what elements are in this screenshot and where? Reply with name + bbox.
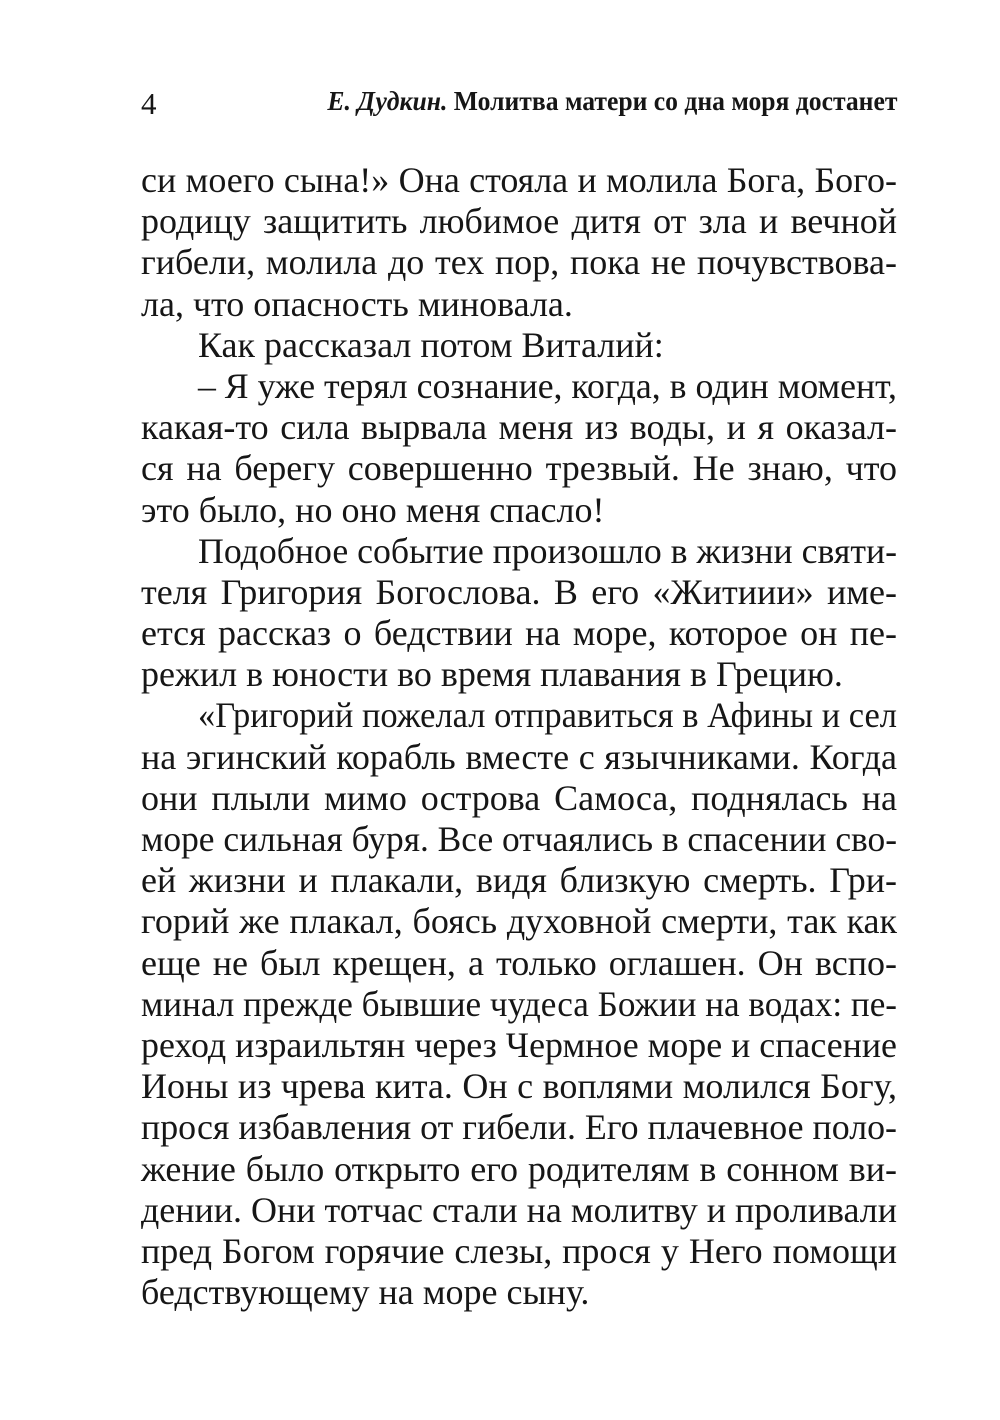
text-line-content: еще не был крещен, а только оглашен. Он вспо- bbox=[141, 942, 897, 983]
text-line-content: ется рассказ о бедствии на море, которое он пе- bbox=[141, 613, 897, 654]
text-line-content: бедствующему на море сыну. bbox=[141, 1272, 590, 1313]
text-line-content: гибели, молила до тех пор, пока не почувствова- bbox=[141, 242, 897, 283]
text-line-content: на эгинский корабль вместе с язычниками. Когда bbox=[141, 736, 897, 777]
text-line bbox=[141, 325, 897, 366]
text-line bbox=[141, 1149, 897, 1190]
text-line bbox=[141, 778, 897, 819]
paragraph bbox=[141, 160, 897, 325]
text-line-content: это было, но оно меня спасло! bbox=[141, 489, 605, 530]
text-line-content: теля Григория Богослова. В его «Житиии» име- bbox=[141, 571, 897, 612]
text-line bbox=[141, 160, 897, 201]
text-line bbox=[141, 242, 897, 283]
text-line-content: они плыли мимо острова Самоса, поднялась на bbox=[141, 777, 897, 818]
text-line-content: родицу защитить любимое дитя от зла и вечной bbox=[141, 201, 897, 242]
running-title bbox=[327, 86, 897, 117]
text-line bbox=[141, 366, 897, 407]
text-line-content: «Григорий пожелал отправиться в Афины и сел bbox=[198, 695, 897, 736]
text-line bbox=[141, 531, 897, 572]
paragraph bbox=[141, 325, 897, 366]
paragraph bbox=[141, 366, 897, 531]
text-line bbox=[141, 819, 897, 860]
running-header bbox=[141, 86, 897, 126]
text-line-content: какая-то сила вырвала меня из воды, и я оказал- bbox=[141, 407, 897, 448]
text-line-content: Как рассказал потом Виталий: bbox=[198, 324, 664, 365]
text-line bbox=[141, 284, 897, 325]
text-line bbox=[141, 490, 897, 531]
paragraph bbox=[141, 695, 897, 1313]
text-line-content: – Я уже терял сознание, когда, в один момент, bbox=[198, 365, 897, 406]
page-number: 4 bbox=[141, 86, 157, 121]
text-line bbox=[141, 654, 897, 695]
text-line bbox=[141, 1066, 897, 1107]
text-line-content: прося избавления от гибели. Его плачевное поло- bbox=[141, 1107, 897, 1148]
text-line bbox=[141, 572, 897, 613]
text-line bbox=[141, 448, 897, 489]
text-line bbox=[141, 695, 897, 736]
text-line bbox=[141, 1231, 897, 1272]
text-line-content: ся на берегу совершенно трезвый. Не знаю, что bbox=[141, 448, 897, 489]
text-line-content: море сильная буря. Все отчаялись в спасении сво- bbox=[141, 819, 897, 859]
text-line-content: ей жизни и плакали, видя близкую смерть. Гри- bbox=[141, 860, 897, 901]
text-line bbox=[141, 860, 897, 901]
text-line-content: дении. Они тотчас стали на молитву и проливали bbox=[141, 1189, 897, 1230]
page-body-text bbox=[141, 160, 897, 1313]
text-line bbox=[141, 1025, 897, 1066]
text-line bbox=[141, 201, 897, 242]
text-line-content: реход израильтян через Чермное море и спасение bbox=[141, 1024, 897, 1065]
text-line-content: режил в юности во время плавания в Грецию. bbox=[141, 654, 843, 695]
text-line-content: си моего сына!» Она стояла и молила Бога, Бого- bbox=[141, 160, 897, 200]
text-line bbox=[141, 613, 897, 654]
text-line bbox=[141, 1272, 897, 1313]
text-line-content: минал прежде бывшие чудеса Божии на водах: пе- bbox=[141, 983, 897, 1024]
text-line-content: пред Богом горячие слезы, прося у Него помощи bbox=[141, 1230, 897, 1271]
author-name: Е. Дудкин. bbox=[327, 86, 447, 116]
text-line bbox=[141, 1107, 897, 1148]
text-line-content: горий же плакал, боясь духовной смерти, так как bbox=[141, 901, 897, 942]
text-line bbox=[141, 984, 897, 1025]
text-line bbox=[141, 1190, 897, 1231]
text-line-content: Подобное событие произошло в жизни святи- bbox=[198, 530, 897, 571]
text-line-content: ла, что опасность миновала. bbox=[141, 283, 573, 324]
book-title: Молитва матери со дна моря достанет bbox=[453, 86, 897, 116]
text-line bbox=[141, 407, 897, 448]
text-line bbox=[141, 901, 897, 942]
paragraph bbox=[141, 531, 897, 696]
text-line bbox=[141, 737, 897, 778]
text-line-content: жение было открыто его родителям в сонном ви- bbox=[141, 1148, 897, 1189]
text-line-content: Ионы из чрева кита. Он с воплями молился Богу, bbox=[141, 1066, 897, 1107]
text-line bbox=[141, 943, 897, 984]
